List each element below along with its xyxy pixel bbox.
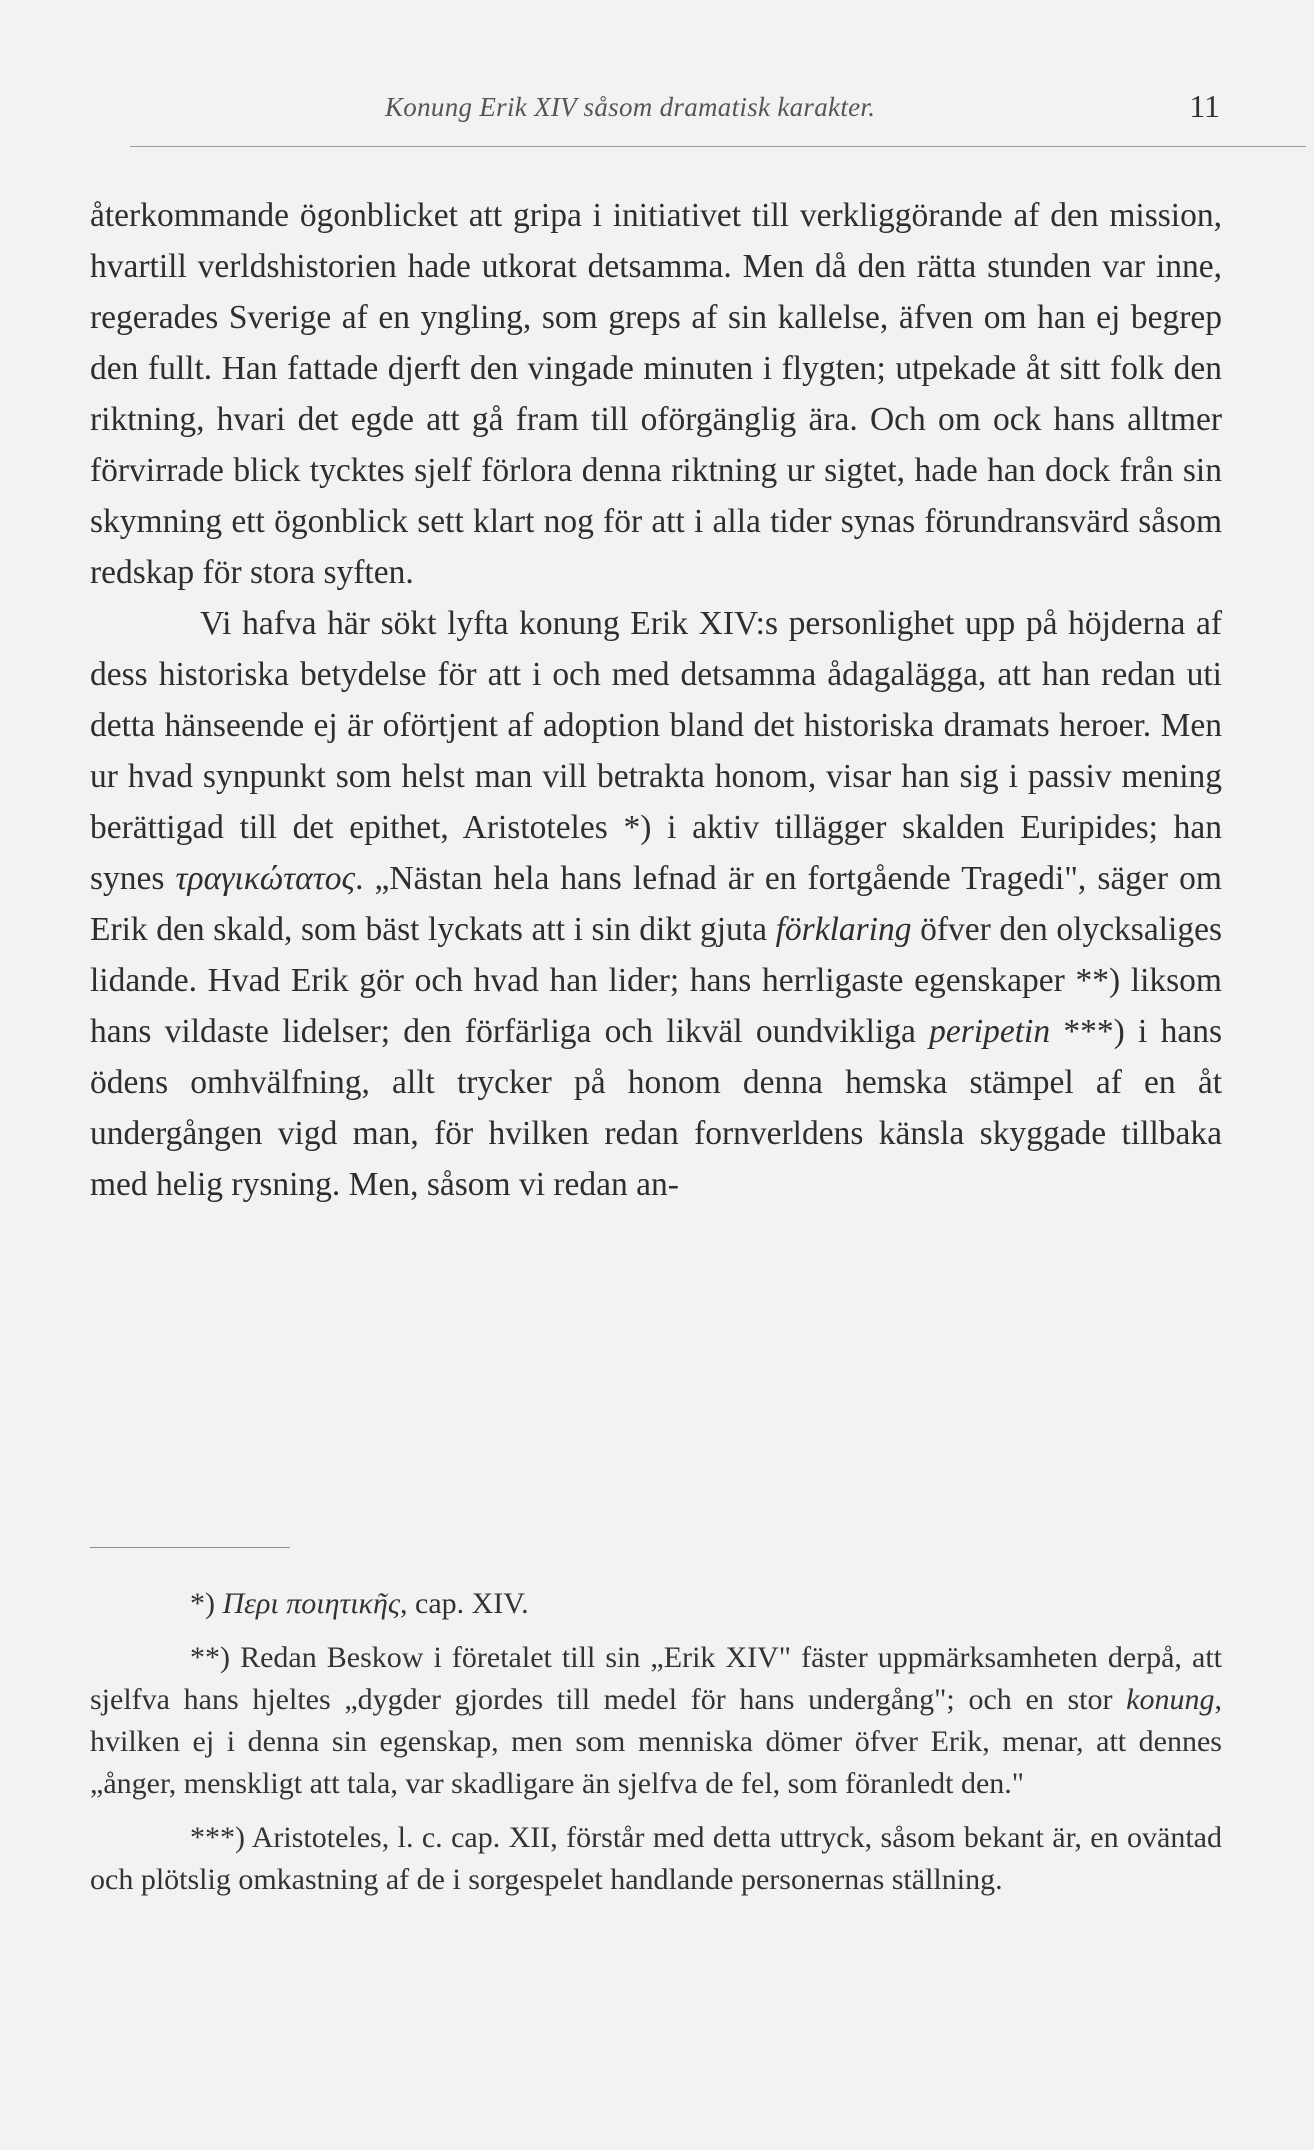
footnote-1-greek: Περι ποιητικῆς <box>222 1587 400 1620</box>
running-title: Konung Erik XIV såsom dramatisk karakter. <box>385 92 876 122</box>
body-text <box>90 190 1222 1210</box>
footnotes <box>90 1583 1222 1913</box>
paragraph-1: återkommande ögonblicket att gripa i initiativet till verkliggörande af den mission, hvartill verldshistorien hade utkorat detsamma. Men då den rätta stunden var inne, regerades Sverige af en yngling, som greps af sin kallelse, äfven om han ej begrep den fullt. Han fattade djerft den vingade minuten i flygten; utpekade åt sitt folk den riktning, hvari det egde att gå fram till oförgänglig ära. Och om ock hans alltmer förvirrade blick tycktes sjelf förlora denna riktning ur sigtet, hade han dock från sin skymning ett ögonblick sett klart nog för att i alla tider synas förundransvärd såsom redskap för stora syften. <box>90 197 1222 591</box>
paragraph-2-part-d: ***) i hans ödens omhvälfning, allt trycker på honom denna hemska stämpel af en åt undergången vigd man, för hvilken redan fornverldens känsla skyggade tillbaka med helig rysning. Men, såsom vi redan an- <box>90 1013 1222 1203</box>
footnote-2 <box>90 1637 1222 1805</box>
paragraph-2-part-a: Vi hafva här sökt lyfta konung Erik XIV:s personlighet upp på höjderna af dess historiska betydelse för att i och med detsamma ådagalägga, att han redan uti detta hänseende ej är oförtjent af adoption bland det historiska dramats heroer. Men ur hvad synpunkt som helst man vill betrakta honom, visar han sig i passiv mening berättigad till det epithet, Aristoteles *) i aktiv tillägger skalden Euripides; han synes <box>90 605 1222 897</box>
footnote-1-rest: , cap. XIV. <box>400 1587 529 1620</box>
paragraph-2-part-c: öfver den olycksaliges lidande. Hvad Erik gör och hvad han lider; hans herrligaste egenskaper **) liksom hans vildaste lidelser; den förfärliga och likväl oundvikliga <box>90 911 1222 1050</box>
header-rule <box>130 146 1306 147</box>
footnote-2-part-a: **) Redan Beskow i företalet till sin „Erik XIV" fäster uppmärksamheten derpå, att sjelfva hans hjeltes „dygder gjordes till medel för hans undergång"; och en stor <box>90 1641 1222 1716</box>
greek-word: τραγικώτατος <box>175 860 356 897</box>
footnote-2-italic: konung <box>1126 1683 1215 1716</box>
paragraph-2 <box>90 598 1222 1210</box>
italic-forklaring: förklaring <box>775 911 912 948</box>
paragraph-2-part-b: . „Nästan hela hans lefnad är en fortgående Tragedi", säger om Erik den skald, som bäst lyckats att i sin dikt gjuta <box>90 860 1222 948</box>
page-header <box>90 82 1220 132</box>
footnote-rule <box>90 1547 290 1548</box>
footnote-1 <box>90 1583 1222 1625</box>
footnote-1-mark: *) <box>190 1587 223 1620</box>
italic-peripetin: peripetin <box>929 1013 1051 1050</box>
footnote-3: ***) Aristoteles, l. c. cap. XII, förstår med detta uttryck, såsom bekant är, en oväntad och plötslig omkastning af de i sorgespelet handlande personernas ställning. <box>90 1821 1222 1896</box>
footnote-2-part-b: , hvilken ej i denna sin egenskap, men som menniska dömer öfver Erik, menar, att dennes „ånger, menskligt att tala, var skadligare än sjelfva de fel, som föranledt den." <box>90 1683 1222 1800</box>
page-number: 11 <box>1189 88 1220 124</box>
